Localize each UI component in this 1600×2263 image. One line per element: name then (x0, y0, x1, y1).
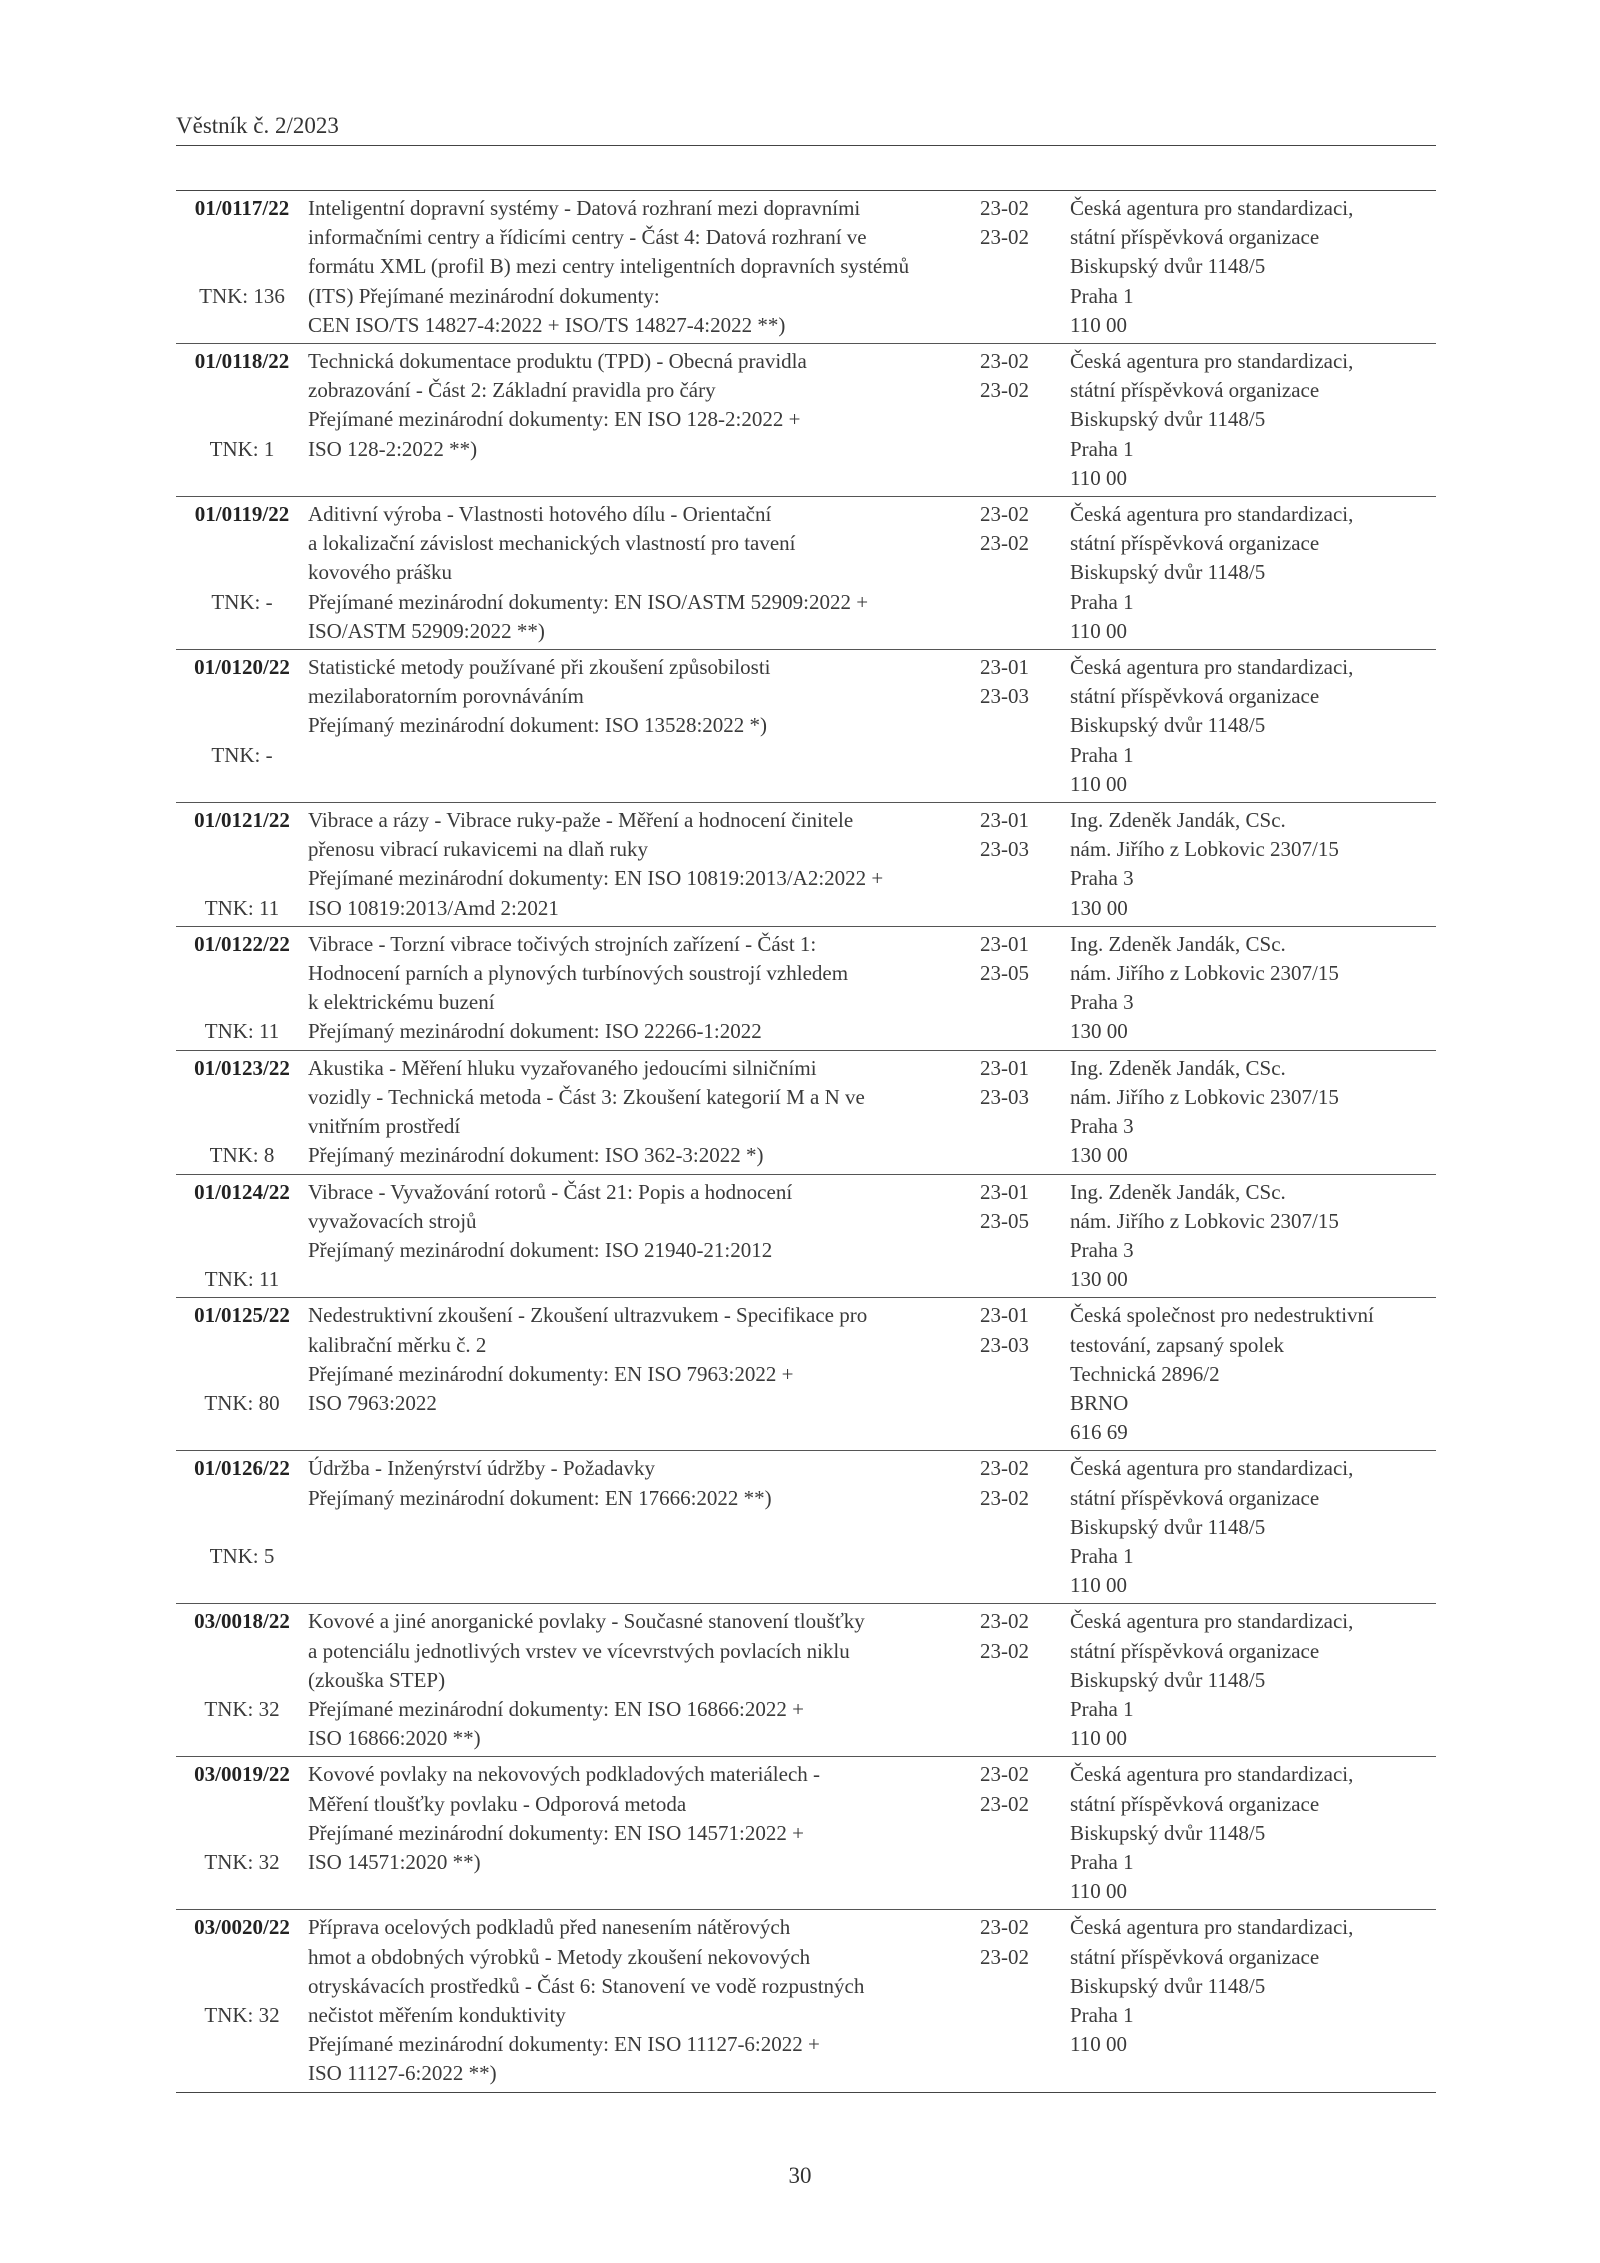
entry-title-line: Přejímané mezinárodní dokumenty: EN ISO 14571:2022 + (308, 1820, 804, 1845)
entry-title-cell (308, 803, 980, 927)
entry-address-line: Česká agentura pro standardizaci, (1070, 655, 1354, 680)
entry-title-cell (308, 1604, 980, 1757)
entry-address-line: Praha 1 (1070, 283, 1134, 308)
entry-address-cell (1070, 803, 1436, 927)
entry-dates-cell (980, 344, 1070, 497)
entry-address-line: Praha 3 (1070, 1237, 1134, 1262)
entry-address-line: Česká agentura pro standardizaci, (1070, 1762, 1354, 1787)
entry-address-line: 110 00 (1070, 465, 1127, 490)
entry-title-line: zobrazování - Část 2: Základní pravidla pro čáry (308, 378, 716, 403)
table-row (176, 344, 1436, 497)
standards-table (176, 190, 1436, 2093)
entry-title-line: Nedestruktivní zkoušení - Zkoušení ultrazvukem - Specifikace pro (308, 1303, 868, 1328)
entry-title-line: Údržba - Inženýrství údržby - Požadavky (308, 1456, 655, 1481)
entry-tnk: TNK: 11 (204, 1267, 280, 1292)
table-row (176, 1757, 1436, 1910)
entry-date: 23-02 (980, 1791, 1029, 1816)
entry-address-line: Praha 1 (1070, 742, 1134, 767)
entry-title-cell (308, 1451, 980, 1604)
entry-address-line: Biskupský dvůr 1148/5 (1070, 560, 1266, 585)
entry-address-line: Biskupský dvůr 1148/5 (1070, 254, 1266, 279)
entry-address-line: nám. Jiřího z Lobkovic 2307/15 (1070, 961, 1339, 986)
table-row (176, 191, 1436, 344)
entry-dates-cell (980, 191, 1070, 344)
entry-address-cell (1070, 1910, 1436, 2092)
entry-address-line: 110 00 (1070, 1879, 1127, 1904)
entry-address-line: Biskupský dvůr 1148/5 (1070, 1667, 1266, 1692)
entry-title-line: Přejímaný mezinárodní dokument: ISO 21940-21:2012 (308, 1237, 773, 1262)
entry-dates-cell (980, 803, 1070, 927)
entry-date: 23-01 (980, 1303, 1029, 1328)
entry-dates-cell (980, 1757, 1070, 1910)
entry-number: 01/0125/22 (194, 1303, 290, 1328)
entry-tnk: TNK: - (211, 589, 273, 614)
entry-address-line: Česká společnost pro nedestruktivní (1070, 1303, 1374, 1328)
entry-title-line: formátu XML (profil B) mezi centry inteligentních dopravních systémů (308, 254, 910, 279)
entry-number: 01/0121/22 (194, 808, 290, 833)
entry-date: 23-02 (980, 502, 1029, 527)
entry-address-line: státní příspěvková organizace (1070, 1638, 1320, 1663)
entry-address-line: nám. Jiřího z Lobkovic 2307/15 (1070, 1084, 1339, 1109)
entry-title-cell (308, 1910, 980, 2092)
entry-title-line: Vibrace - Torzní vibrace točivých strojních zařízení - Část 1: (308, 931, 817, 956)
table-row (176, 497, 1436, 650)
entry-address-cell (1070, 650, 1436, 803)
entry-number: 01/0120/22 (194, 655, 290, 680)
entry-address-line: Ing. Zdeněk Jandák, CSc. (1070, 1055, 1286, 1080)
entry-date: 23-02 (980, 1456, 1029, 1481)
table-row (176, 1451, 1436, 1604)
entry-address-line: státní příspěvková organizace (1070, 1944, 1320, 1969)
entry-date: 23-01 (980, 1055, 1029, 1080)
entry-title-line: Přejímané mezinárodní dokumenty: EN ISO 16866:2022 + (308, 1696, 804, 1721)
entry-number: 01/0122/22 (194, 931, 290, 956)
entry-tnk: TNK: 5 (209, 1543, 275, 1568)
entry-tnk: TNK: 32 (204, 1849, 280, 1874)
entry-address-line: Biskupský dvůr 1148/5 (1070, 1973, 1266, 1998)
entry-tnk: TNK: 11 (204, 1019, 280, 1044)
entry-title-line: Přejímaný mezinárodní dokument: ISO 362-3:2022 *) (308, 1143, 764, 1168)
entry-title-line: (ITS) Přejímané mezinárodní dokumenty: (308, 283, 660, 308)
entry-address-line: Praha 3 (1070, 1114, 1134, 1139)
entry-date: 23-02 (980, 378, 1029, 403)
entry-address-line: Praha 1 (1070, 1543, 1134, 1568)
table-row (176, 1050, 1436, 1174)
entry-dates-cell (980, 1910, 1070, 2092)
entry-number: 03/0018/22 (194, 1609, 290, 1634)
entry-title-line: (zkouška STEP) (308, 1667, 446, 1692)
entry-address-line: Česká agentura pro standardizaci, (1070, 349, 1354, 374)
entry-id-cell (176, 1604, 308, 1757)
entry-dates-cell (980, 1050, 1070, 1174)
entry-address-line: 130 00 (1070, 895, 1128, 920)
entry-date: 23-02 (980, 1609, 1029, 1634)
entry-address-line: Praha 1 (1070, 2002, 1134, 2027)
entry-date: 23-02 (980, 349, 1029, 374)
table-row (176, 650, 1436, 803)
entry-address-line: Česká agentura pro standardizaci, (1070, 502, 1354, 527)
entry-id-cell (176, 1451, 308, 1604)
entry-number: 01/0117/22 (194, 196, 290, 220)
entry-number: 01/0126/22 (194, 1456, 290, 1481)
entry-address-line: Biskupský dvůr 1148/5 (1070, 1820, 1266, 1845)
entry-title-line: otryskávacích prostředků - Část 6: Stanovení ve vodě rozpustných (308, 1973, 865, 1998)
entry-address-line: 110 00 (1070, 2032, 1127, 2057)
entry-address-line: 616 69 (1070, 1420, 1128, 1445)
entry-id-cell (176, 803, 308, 927)
entry-title-line: Kovové a jiné anorganické povlaky - Současné stanovení tloušťky (308, 1609, 865, 1634)
entry-date: 23-03 (980, 837, 1029, 862)
entry-address-cell (1070, 1298, 1436, 1451)
entry-date: 23-02 (980, 225, 1029, 250)
entry-dates-cell (980, 1604, 1070, 1757)
entry-address-line: Praha 1 (1070, 589, 1134, 614)
entry-title-cell (308, 926, 980, 1050)
table-row (176, 1174, 1436, 1298)
entry-id-cell (176, 1050, 308, 1174)
entry-title-line: ISO 10819:2013/Amd 2:2021 (308, 895, 559, 920)
entry-title-line: Příprava ocelových podkladů před nanesením nátěrových (308, 1915, 791, 1940)
entry-address-line: Biskupský dvůr 1148/5 (1070, 1514, 1266, 1539)
entry-address-line: Praha 1 (1070, 1696, 1134, 1721)
entry-address-line: 110 00 (1070, 312, 1127, 337)
entry-title-line: ISO 14571:2020 **) (308, 1849, 481, 1874)
entry-title-line: Kovové povlaky na nekovových podkladových materiálech - (308, 1762, 821, 1787)
entry-address-line: státní příspěvková organizace (1070, 378, 1320, 403)
entry-number: 03/0019/22 (194, 1762, 290, 1787)
entry-number: 01/0124/22 (194, 1179, 290, 1204)
entry-id-cell (176, 497, 308, 650)
page-header (176, 112, 1436, 146)
entry-address-cell (1070, 1174, 1436, 1298)
entry-title-line: Přejímaný mezinárodní dokument: ISO 13528:2022 *) (308, 713, 768, 738)
entry-title-line: ISO 128-2:2022 **) (308, 436, 478, 461)
entry-date: 23-01 (980, 1179, 1029, 1204)
entry-dates-cell (980, 1298, 1070, 1451)
entry-title-cell (308, 1050, 980, 1174)
entry-title-line: Aditivní výroba - Vlastnosti hotového dílu - Orientační (308, 502, 772, 527)
entry-address-line: 110 00 (1070, 618, 1127, 643)
entry-tnk: TNK: - (211, 742, 273, 767)
entry-address-line: Česká agentura pro standardizaci, (1070, 1915, 1354, 1940)
entry-address-line: státní příspěvková organizace (1070, 1485, 1320, 1510)
entry-title-line: vnitřním prostředí (308, 1114, 461, 1139)
entry-tnk: TNK: 1 (209, 436, 275, 461)
table-row (176, 926, 1436, 1050)
entry-date: 23-02 (980, 531, 1029, 556)
entry-title-line: Hodnocení parních a plynových turbínových soustrojí vzhledem (308, 961, 849, 986)
entry-dates-cell (980, 497, 1070, 650)
entry-address-line: Česká agentura pro standardizaci, (1070, 1609, 1354, 1634)
entry-title-cell (308, 1298, 980, 1451)
entry-title-line: Přejímané mezinárodní dokumenty: EN ISO 10819:2013/A2:2022 + (308, 866, 884, 891)
entry-address-line: Ing. Zdeněk Jandák, CSc. (1070, 931, 1286, 956)
page-footer (0, 2163, 1600, 2189)
entry-dates-cell (980, 1451, 1070, 1604)
entry-title-line: Přejímané mezinárodní dokumenty: EN ISO 128-2:2022 + (308, 407, 801, 432)
entry-address-line: 110 00 (1070, 771, 1127, 796)
entry-address-line: Česká agentura pro standardizaci, (1070, 196, 1354, 220)
entry-title-cell (308, 497, 980, 650)
entry-address-line: Česká agentura pro standardizaci, (1070, 1456, 1354, 1481)
entry-address-line: Praha 3 (1070, 866, 1134, 891)
entry-number: 01/0123/22 (194, 1055, 290, 1080)
entry-date: 23-02 (980, 1915, 1029, 1940)
entry-date: 23-01 (980, 655, 1029, 680)
entry-title-line: Přejímaný mezinárodní dokument: EN 17666:2022 **) (308, 1485, 772, 1510)
entry-id-cell (176, 926, 308, 1050)
entry-title-line: hmot a obdobných výrobků - Metody zkoušení nekovových (308, 1944, 811, 1969)
table-row (176, 1298, 1436, 1451)
entry-title-cell (308, 650, 980, 803)
entry-date: 23-03 (980, 1084, 1029, 1109)
entry-address-line: Biskupský dvůr 1148/5 (1070, 407, 1266, 432)
entry-id-cell (176, 344, 308, 497)
entry-address-cell (1070, 926, 1436, 1050)
entry-title-cell (308, 1174, 980, 1298)
entry-address-line: BRNO (1070, 1390, 1129, 1415)
entry-id-cell (176, 1298, 308, 1451)
entry-address-line: Technická 2896/2 (1070, 1361, 1220, 1386)
entry-address-line: Praha 1 (1070, 1849, 1134, 1874)
entry-address-line: státní příspěvková organizace (1070, 1791, 1320, 1816)
entry-address-line: nám. Jiřího z Lobkovic 2307/15 (1070, 1208, 1339, 1233)
entry-date: 23-02 (980, 1944, 1029, 1969)
entry-number: 03/0020/22 (194, 1915, 290, 1940)
entry-tnk: TNK: 8 (209, 1143, 275, 1168)
entry-title-line: CEN ISO/TS 14827-4:2022 + ISO/TS 14827-4:2022 **) (308, 312, 786, 337)
entry-title-line: vozidly - Technická metoda - Část 3: Zkoušení kategorií M a N ve (308, 1084, 865, 1109)
entry-id-cell (176, 1910, 308, 2092)
entry-address-line: Ing. Zdeněk Jandák, CSc. (1070, 808, 1286, 833)
entry-address-line: 110 00 (1070, 1726, 1127, 1751)
entry-title-line: k elektrickému buzení (308, 990, 495, 1015)
entry-title-line: kovového prášku (308, 560, 453, 585)
table-row (176, 1910, 1436, 2092)
page-number: 30 (788, 2163, 812, 2188)
entry-title-line: Přejímané mezinárodní dokumenty: EN ISO 11127-6:2022 + (308, 2032, 820, 2057)
entry-address-line: Praha 1 (1070, 436, 1134, 461)
entry-title-cell (308, 191, 980, 344)
entry-tnk: TNK: 80 (204, 1390, 280, 1415)
entry-title-cell (308, 1757, 980, 1910)
entry-address-line: státní příspěvková organizace (1070, 531, 1320, 556)
entry-title-line: ISO 16866:2020 **) (308, 1726, 481, 1751)
entry-date: 23-02 (980, 1638, 1029, 1663)
entry-date: 23-02 (980, 1485, 1029, 1510)
entry-date: 23-03 (980, 684, 1029, 709)
entry-title-line: Přejímané mezinárodní dokumenty: EN ISO/ASTM 52909:2022 + (308, 589, 869, 614)
entry-address-line: 130 00 (1070, 1143, 1128, 1168)
entry-number: 01/0118/22 (194, 349, 290, 374)
entry-title-line: Přejímané mezinárodní dokumenty: EN ISO 7963:2022 + (308, 1361, 794, 1386)
entry-title-line: Přejímaný mezinárodní dokument: ISO 22266-1:2022 (308, 1019, 762, 1044)
entry-title-line: a lokalizační závislost mechanických vlastností pro tavení (308, 531, 796, 556)
entry-tnk: TNK: 32 (204, 2002, 280, 2027)
entry-address-line: Biskupský dvůr 1148/5 (1070, 713, 1266, 738)
entry-address-cell (1070, 497, 1436, 650)
entry-address-line: testování, zapsaný spolek (1070, 1332, 1285, 1357)
entry-date: 23-01 (980, 931, 1029, 956)
entry-title-line: Vibrace - Vyvažování rotorů - Část 21: Popis a hodnocení (308, 1179, 793, 1204)
entry-dates-cell (980, 926, 1070, 1050)
entry-title-cell (308, 344, 980, 497)
entry-tnk: TNK: 11 (204, 895, 280, 920)
table-row (176, 803, 1436, 927)
entry-title-line: Inteligentní dopravní systémy - Datová rozhraní mezi dopravními (308, 196, 861, 220)
entry-address-cell (1070, 191, 1436, 344)
entry-title-line: Technická dokumentace produktu (TPD) - Obecná pravidla (308, 349, 807, 374)
entry-dates-cell (980, 650, 1070, 803)
entry-title-line: přenosu vibrací rukavicemi na dlaň ruky (308, 837, 648, 862)
entry-date: 23-02 (980, 1762, 1029, 1787)
entry-date: 23-02 (980, 196, 1029, 220)
entry-address-line: Ing. Zdeněk Jandák, CSc. (1070, 1179, 1286, 1204)
entry-date: 23-05 (980, 1208, 1029, 1233)
entry-title-line: mezilaboratorním porovnáváním (308, 684, 584, 709)
table-row (176, 1604, 1436, 1757)
entry-id-cell (176, 191, 308, 344)
entry-id-cell (176, 1757, 308, 1910)
entry-date: 23-05 (980, 961, 1029, 986)
entry-address-cell (1070, 1451, 1436, 1604)
entry-dates-cell (980, 1174, 1070, 1298)
entry-address-line: 130 00 (1070, 1019, 1128, 1044)
entry-title-line: Měření tloušťky povlaku - Odporová metoda (308, 1791, 687, 1816)
entry-address-cell (1070, 1757, 1436, 1910)
entry-title-line: nečistot měřením konduktivity (308, 2002, 566, 2027)
entry-title-line: Statistické metody používané při zkoušení způsobilosti (308, 655, 771, 680)
entry-address-line: státní příspěvková organizace (1070, 225, 1320, 250)
entry-id-cell (176, 650, 308, 803)
entry-address-line: 110 00 (1070, 1573, 1127, 1598)
entry-address-cell (1070, 1604, 1436, 1757)
entry-tnk: TNK: 32 (204, 1696, 280, 1721)
entry-title-line: kalibrační měrku č. 2 (308, 1332, 487, 1357)
entry-title-line: ISO 7963:2022 (308, 1390, 437, 1415)
entry-tnk: TNK: 136 (199, 283, 285, 308)
entry-address-line: nám. Jiřího z Lobkovic 2307/15 (1070, 837, 1339, 862)
entry-address-line: Praha 3 (1070, 990, 1134, 1015)
entry-title-line: Vibrace a rázy - Vibrace ruky-paže - Měření a hodnocení činitele (308, 808, 854, 833)
journal-title: Věstník č. 2/2023 (176, 113, 339, 138)
entry-id-cell (176, 1174, 308, 1298)
entry-title-line: ISO/ASTM 52909:2022 **) (308, 618, 545, 643)
entry-address-cell (1070, 344, 1436, 497)
entry-address-cell (1070, 1050, 1436, 1174)
entry-title-line: Akustika - Měření hluku vyzařovaného jedoucími silničními (308, 1055, 817, 1080)
entry-title-line: vyvažovacích strojů (308, 1208, 477, 1233)
entry-address-line: 130 00 (1070, 1267, 1128, 1292)
entry-title-line: a potenciálu jednotlivých vrstev ve vícevrstvých povlacích niklu (308, 1638, 850, 1663)
entry-date: 23-01 (980, 808, 1029, 833)
entry-address-line: státní příspěvková organizace (1070, 684, 1320, 709)
entry-date: 23-03 (980, 1332, 1029, 1357)
entry-title-line: ISO 11127-6:2022 **) (308, 2061, 497, 2086)
entry-number: 01/0119/22 (194, 502, 290, 527)
entry-title-line: informačními centry a řídicími centry - Část 4: Datová rozhraní ve (308, 225, 867, 250)
